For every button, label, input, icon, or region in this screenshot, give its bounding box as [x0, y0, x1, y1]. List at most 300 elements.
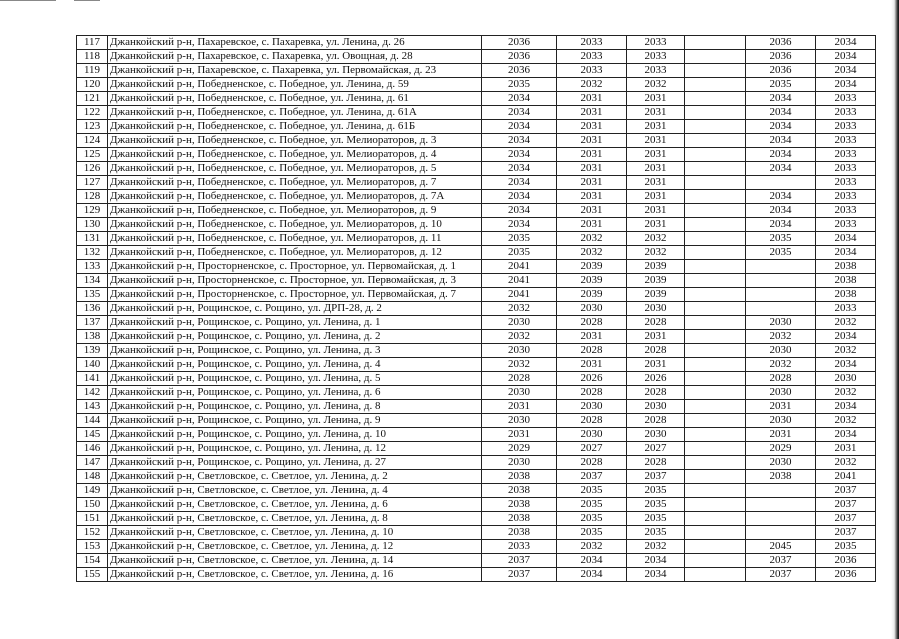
year-cell-1: 2038: [482, 498, 557, 512]
year-cell-5: 2032: [746, 358, 816, 372]
address-cell: Джанкойский р-н, Рощинское, с. Рощино, ул. Ленина, д. 8: [108, 400, 482, 414]
year-cell-5: 2045: [746, 540, 816, 554]
year-cell-4: [685, 218, 746, 232]
year-cell-2: 2031: [557, 358, 627, 372]
year-cell-4: [685, 134, 746, 148]
address-cell: Джанкойский р-н, Рощинское, с. Рощино, ул. Ленина, д. 10: [108, 428, 482, 442]
year-cell-3: 2031: [627, 120, 685, 134]
year-cell-2: 2034: [557, 568, 627, 582]
year-cell-2: 2031: [557, 190, 627, 204]
year-cell-3: 2039: [627, 274, 685, 288]
year-cell-6: 2032: [816, 344, 876, 358]
row-number: 130: [77, 218, 108, 232]
table-row: [77, 330, 876, 344]
year-cell-4: [685, 36, 746, 50]
year-cell-5: 2030: [746, 456, 816, 470]
table-row: [77, 554, 876, 568]
year-cell-2: 2031: [557, 92, 627, 106]
year-cell-1: 2041: [482, 274, 557, 288]
year-cell-1: 2038: [482, 470, 557, 484]
year-cell-2: 2035: [557, 498, 627, 512]
year-cell-2: 2031: [557, 162, 627, 176]
year-cell-1: 2034: [482, 148, 557, 162]
year-cell-2: 2028: [557, 456, 627, 470]
year-cell-5: 2035: [746, 232, 816, 246]
year-cell-4: [685, 372, 746, 386]
year-cell-6: 2034: [816, 400, 876, 414]
row-number: 150: [77, 498, 108, 512]
year-cell-1: 2036: [482, 50, 557, 64]
year-cell-4: [685, 50, 746, 64]
year-cell-1: 2032: [482, 358, 557, 372]
year-cell-3: 2035: [627, 512, 685, 526]
table-row: [77, 288, 876, 302]
table-row: [77, 344, 876, 358]
year-cell-3: 2033: [627, 64, 685, 78]
year-cell-5: 2034: [746, 134, 816, 148]
year-cell-2: 2028: [557, 414, 627, 428]
year-cell-2: 2035: [557, 512, 627, 526]
year-cell-3: 2031: [627, 358, 685, 372]
year-cell-5: 2030: [746, 344, 816, 358]
address-cell: Джанкойский р-н, Рощинское, с. Рощино, ул. Ленина, д. 6: [108, 386, 482, 400]
year-cell-6: 2033: [816, 106, 876, 120]
address-cell: Джанкойский р-н, Победненское, с. Победное, ул. Мелиораторов, д. 10: [108, 218, 482, 232]
year-cell-4: [685, 120, 746, 134]
table-row: [77, 386, 876, 400]
year-cell-6: 2033: [816, 176, 876, 190]
year-cell-5: 2034: [746, 190, 816, 204]
table-row: [77, 512, 876, 526]
year-cell-5: [746, 260, 816, 274]
table-row: [77, 120, 876, 134]
year-cell-1: 2041: [482, 288, 557, 302]
row-number: 143: [77, 400, 108, 414]
year-cell-6: 2041: [816, 470, 876, 484]
year-cell-5: 2034: [746, 218, 816, 232]
year-cell-5: 2034: [746, 120, 816, 134]
year-cell-4: [685, 414, 746, 428]
year-cell-1: 2035: [482, 246, 557, 260]
row-number: 132: [77, 246, 108, 260]
year-cell-4: [685, 64, 746, 78]
year-cell-3: 2032: [627, 232, 685, 246]
table-row: [77, 36, 876, 50]
year-cell-2: 2039: [557, 288, 627, 302]
year-cell-3: 2030: [627, 428, 685, 442]
year-cell-2: 2032: [557, 246, 627, 260]
table-row: [77, 148, 876, 162]
year-cell-6: 2034: [816, 330, 876, 344]
year-cell-2: 2035: [557, 484, 627, 498]
row-number: 138: [77, 330, 108, 344]
year-cell-5: [746, 176, 816, 190]
year-cell-5: [746, 498, 816, 512]
year-cell-4: [685, 288, 746, 302]
address-cell: Джанкойский р-н, Победненское, с. Победное, ул. Мелиораторов, д. 5: [108, 162, 482, 176]
year-cell-1: 2031: [482, 428, 557, 442]
row-number: 123: [77, 120, 108, 134]
year-cell-1: 2036: [482, 36, 557, 50]
year-cell-3: 2028: [627, 456, 685, 470]
year-cell-6: 2033: [816, 204, 876, 218]
address-cell: Джанкойский р-н, Светловское, с. Светлое, ул. Ленина, д. 16: [108, 568, 482, 582]
year-cell-2: 2030: [557, 400, 627, 414]
year-cell-5: [746, 484, 816, 498]
address-cell: Джанкойский р-н, Просторненское, с. Просторное, ул. Первомайская, д. 7: [108, 288, 482, 302]
year-cell-1: 2032: [482, 330, 557, 344]
table-row: [77, 456, 876, 470]
year-cell-2: 2030: [557, 302, 627, 316]
address-cell: Джанкойский р-н, Рощинское, с. Рощино, ул. Ленина, д. 3: [108, 344, 482, 358]
year-cell-2: 2028: [557, 386, 627, 400]
address-cell: Джанкойский р-н, Победненское, с. Победное, ул. Мелиораторов, д. 11: [108, 232, 482, 246]
year-cell-3: 2031: [627, 330, 685, 344]
year-cell-5: 2030: [746, 386, 816, 400]
year-cell-5: 2028: [746, 372, 816, 386]
year-cell-3: 2027: [627, 442, 685, 456]
table-row: [77, 414, 876, 428]
address-cell: Джанкойский р-н, Просторненское, с. Просторное, ул. Первомайская, д. 3: [108, 274, 482, 288]
address-cell: Джанкойский р-н, Победненское, с. Победное, ул. Ленина, д. 61Б: [108, 120, 482, 134]
year-cell-1: 2030: [482, 456, 557, 470]
row-number: 139: [77, 344, 108, 358]
year-cell-6: 2034: [816, 358, 876, 372]
year-cell-3: 2031: [627, 134, 685, 148]
row-number: 154: [77, 554, 108, 568]
row-number: 145: [77, 428, 108, 442]
year-cell-3: 2028: [627, 316, 685, 330]
table-row: [77, 190, 876, 204]
year-cell-4: [685, 540, 746, 554]
year-cell-6: 2035: [816, 540, 876, 554]
housing-schedule-table: [76, 35, 876, 582]
row-number: 140: [77, 358, 108, 372]
address-cell: Джанкойский р-н, Рощинское, с. Рощино, ул. Ленина, д. 27: [108, 456, 482, 470]
address-cell: Джанкойский р-н, Светловское, с. Светлое, ул. Ленина, д. 4: [108, 484, 482, 498]
row-number: 126: [77, 162, 108, 176]
table-row: [77, 50, 876, 64]
table-body: [77, 36, 876, 582]
year-cell-1: 2028: [482, 372, 557, 386]
year-cell-1: 2031: [482, 400, 557, 414]
year-cell-4: [685, 260, 746, 274]
year-cell-4: [685, 148, 746, 162]
year-cell-6: 2033: [816, 302, 876, 316]
year-cell-4: [685, 484, 746, 498]
year-cell-1: 2029: [482, 442, 557, 456]
year-cell-3: 2039: [627, 288, 685, 302]
year-cell-1: 2034: [482, 176, 557, 190]
address-cell: Джанкойский р-н, Победненское, с. Победное, ул. Мелиораторов, д. 7А: [108, 190, 482, 204]
row-number: 146: [77, 442, 108, 456]
table-row: [77, 498, 876, 512]
year-cell-6: 2033: [816, 162, 876, 176]
row-number: 119: [77, 64, 108, 78]
table-row: [77, 232, 876, 246]
year-cell-2: 2031: [557, 176, 627, 190]
year-cell-5: 2030: [746, 316, 816, 330]
row-number: 148: [77, 470, 108, 484]
year-cell-6: 2034: [816, 78, 876, 92]
year-cell-5: 2036: [746, 64, 816, 78]
table-row: [77, 484, 876, 498]
year-cell-5: [746, 274, 816, 288]
address-cell: Джанкойский р-н, Светловское, с. Светлое, ул. Ленина, д. 6: [108, 498, 482, 512]
year-cell-1: 2034: [482, 134, 557, 148]
year-cell-2: 2031: [557, 218, 627, 232]
year-cell-6: 2032: [816, 456, 876, 470]
year-cell-1: 2034: [482, 190, 557, 204]
table-row: [77, 218, 876, 232]
year-cell-4: [685, 92, 746, 106]
address-cell: Джанкойский р-н, Светловское, с. Светлое, ул. Ленина, д. 14: [108, 554, 482, 568]
year-cell-4: [685, 106, 746, 120]
year-cell-1: 2038: [482, 512, 557, 526]
table-row: [77, 470, 876, 484]
year-cell-4: [685, 358, 746, 372]
table-row: [77, 540, 876, 554]
table-row: [77, 400, 876, 414]
year-cell-6: 2033: [816, 92, 876, 106]
address-cell: Джанкойский р-н, Победненское, с. Победное, ул. Мелиораторов, д. 9: [108, 204, 482, 218]
row-number: 134: [77, 274, 108, 288]
year-cell-3: 2031: [627, 162, 685, 176]
year-cell-1: 2041: [482, 260, 557, 274]
year-cell-5: [746, 288, 816, 302]
year-cell-2: 2028: [557, 344, 627, 358]
year-cell-5: 2037: [746, 568, 816, 582]
year-cell-1: 2034: [482, 218, 557, 232]
year-cell-2: 2030: [557, 428, 627, 442]
year-cell-2: 2033: [557, 36, 627, 50]
year-cell-5: 2034: [746, 148, 816, 162]
year-cell-4: [685, 190, 746, 204]
year-cell-1: 2030: [482, 386, 557, 400]
year-cell-3: 2035: [627, 484, 685, 498]
row-number: 155: [77, 568, 108, 582]
year-cell-6: 2037: [816, 484, 876, 498]
row-number: 117: [77, 36, 108, 50]
year-cell-4: [685, 176, 746, 190]
year-cell-5: [746, 526, 816, 540]
year-cell-4: [685, 302, 746, 316]
year-cell-5: 2032: [746, 330, 816, 344]
scan-edge-top: [0, 0, 899, 2]
row-number: 133: [77, 260, 108, 274]
table-row: [77, 316, 876, 330]
year-cell-6: 2034: [816, 428, 876, 442]
address-cell: Джанкойский р-н, Рощинское, с. Рощино, ул. ДРП-28, д. 2: [108, 302, 482, 316]
row-number: 153: [77, 540, 108, 554]
year-cell-2: 2031: [557, 148, 627, 162]
year-cell-1: 2037: [482, 568, 557, 582]
year-cell-5: 2031: [746, 400, 816, 414]
year-cell-6: 2032: [816, 386, 876, 400]
year-cell-5: 2038: [746, 470, 816, 484]
year-cell-4: [685, 456, 746, 470]
year-cell-6: 2033: [816, 134, 876, 148]
year-cell-3: 2026: [627, 372, 685, 386]
year-cell-1: 2038: [482, 526, 557, 540]
year-cell-1: 2037: [482, 554, 557, 568]
year-cell-4: [685, 344, 746, 358]
table-row: [77, 204, 876, 218]
year-cell-6: 2033: [816, 120, 876, 134]
address-cell: Джанкойский р-н, Пахаревское, с. Пахаревка, ул. Овощная, д. 28: [108, 50, 482, 64]
year-cell-6: 2032: [816, 414, 876, 428]
table-row: [77, 78, 876, 92]
year-cell-5: 2034: [746, 162, 816, 176]
year-cell-3: 2028: [627, 344, 685, 358]
address-cell: Джанкойский р-н, Светловское, с. Светлое, ул. Ленина, д. 10: [108, 526, 482, 540]
table-row: [77, 442, 876, 456]
row-number: 131: [77, 232, 108, 246]
year-cell-4: [685, 232, 746, 246]
address-cell: Джанкойский р-н, Победненское, с. Победное, ул. Мелиораторов, д. 4: [108, 148, 482, 162]
year-cell-6: 2036: [816, 554, 876, 568]
year-cell-6: 2034: [816, 64, 876, 78]
table-row: [77, 358, 876, 372]
year-cell-4: [685, 400, 746, 414]
year-cell-6: 2032: [816, 316, 876, 330]
address-cell: Джанкойский р-н, Рощинское, с. Рощино, ул. Ленина, д. 1: [108, 316, 482, 330]
year-cell-5: 2036: [746, 36, 816, 50]
year-cell-4: [685, 470, 746, 484]
address-cell: Джанкойский р-н, Победненское, с. Победное, ул. Ленина, д. 61: [108, 92, 482, 106]
table-row: [77, 246, 876, 260]
address-cell: Джанкойский р-н, Просторненское, с. Просторное, ул. Первомайская, д. 1: [108, 260, 482, 274]
year-cell-1: 2034: [482, 92, 557, 106]
table-row: [77, 302, 876, 316]
year-cell-1: 2034: [482, 106, 557, 120]
year-cell-6: 2033: [816, 190, 876, 204]
year-cell-2: 2039: [557, 274, 627, 288]
year-cell-6: 2034: [816, 232, 876, 246]
row-number: 122: [77, 106, 108, 120]
year-cell-4: [685, 386, 746, 400]
year-cell-2: 2027: [557, 442, 627, 456]
row-number: 124: [77, 134, 108, 148]
year-cell-1: 2033: [482, 540, 557, 554]
address-cell: Джанкойский р-н, Пахаревское, с. Пахаревка, ул. Ленина, д. 26: [108, 36, 482, 50]
year-cell-3: 2031: [627, 92, 685, 106]
year-cell-3: 2031: [627, 106, 685, 120]
year-cell-4: [685, 78, 746, 92]
year-cell-1: 2035: [482, 78, 557, 92]
year-cell-3: 2033: [627, 36, 685, 50]
year-cell-6: 2037: [816, 512, 876, 526]
table-row: [77, 526, 876, 540]
row-number: 135: [77, 288, 108, 302]
year-cell-2: 2031: [557, 204, 627, 218]
year-cell-4: [685, 428, 746, 442]
row-number: 151: [77, 512, 108, 526]
table-row: [77, 134, 876, 148]
year-cell-2: 2032: [557, 540, 627, 554]
row-number: 125: [77, 148, 108, 162]
year-cell-1: 2035: [482, 232, 557, 246]
year-cell-2: 2031: [557, 120, 627, 134]
scan-mark: [74, 0, 100, 1]
row-number: 152: [77, 526, 108, 540]
row-number: 149: [77, 484, 108, 498]
table-row: [77, 176, 876, 190]
year-cell-3: 2035: [627, 526, 685, 540]
year-cell-3: 2028: [627, 414, 685, 428]
year-cell-6: 2033: [816, 148, 876, 162]
address-cell: Джанкойский р-н, Победненское, с. Победное, ул. Мелиораторов, д. 3: [108, 134, 482, 148]
table-row: [77, 92, 876, 106]
year-cell-3: 2028: [627, 386, 685, 400]
row-number: 142: [77, 386, 108, 400]
address-cell: Джанкойский р-н, Победненское, с. Победное, ул. Ленина, д. 61А: [108, 106, 482, 120]
year-cell-4: [685, 526, 746, 540]
year-cell-1: 2030: [482, 316, 557, 330]
year-cell-2: 2031: [557, 106, 627, 120]
row-number: 141: [77, 372, 108, 386]
year-cell-3: 2031: [627, 190, 685, 204]
address-cell: Джанкойский р-н, Победненское, с. Победное, ул. Мелиораторов, д. 7: [108, 176, 482, 190]
year-cell-2: 2033: [557, 50, 627, 64]
row-number: 129: [77, 204, 108, 218]
year-cell-3: 2031: [627, 204, 685, 218]
year-cell-1: 2038: [482, 484, 557, 498]
address-cell: Джанкойский р-н, Победненское, с. Победное, ул. Ленина, д. 59: [108, 78, 482, 92]
row-number: 144: [77, 414, 108, 428]
year-cell-2: 2032: [557, 78, 627, 92]
year-cell-5: 2034: [746, 92, 816, 106]
year-cell-5: 2035: [746, 246, 816, 260]
address-cell: Джанкойский р-н, Светловское, с. Светлое, ул. Ленина, д. 2: [108, 470, 482, 484]
year-cell-2: 2033: [557, 64, 627, 78]
year-cell-3: 2032: [627, 78, 685, 92]
year-cell-3: 2037: [627, 470, 685, 484]
row-number: 120: [77, 78, 108, 92]
year-cell-5: 2034: [746, 204, 816, 218]
scan-mark: [0, 0, 56, 1]
year-cell-4: [685, 316, 746, 330]
row-number: 127: [77, 176, 108, 190]
row-number: 121: [77, 92, 108, 106]
year-cell-1: 2036: [482, 64, 557, 78]
table-row: [77, 64, 876, 78]
address-cell: Джанкойский р-н, Победненское, с. Победное, ул. Мелиораторов, д. 12: [108, 246, 482, 260]
year-cell-6: 2030: [816, 372, 876, 386]
year-cell-6: 2034: [816, 50, 876, 64]
year-cell-6: 2034: [816, 246, 876, 260]
address-cell: Джанкойский р-н, Рощинское, с. Рощино, ул. Ленина, д. 4: [108, 358, 482, 372]
year-cell-6: 2037: [816, 526, 876, 540]
table-row: [77, 372, 876, 386]
year-cell-6: 2038: [816, 260, 876, 274]
year-cell-5: 2029: [746, 442, 816, 456]
year-cell-5: 2030: [746, 414, 816, 428]
year-cell-5: 2031: [746, 428, 816, 442]
year-cell-3: 2034: [627, 554, 685, 568]
year-cell-2: 2032: [557, 232, 627, 246]
year-cell-2: 2031: [557, 134, 627, 148]
year-cell-5: 2035: [746, 78, 816, 92]
year-cell-2: 2031: [557, 330, 627, 344]
year-cell-6: 2038: [816, 288, 876, 302]
table-row: [77, 428, 876, 442]
year-cell-6: 2033: [816, 218, 876, 232]
year-cell-4: [685, 498, 746, 512]
year-cell-1: 2034: [482, 120, 557, 134]
year-cell-1: 2034: [482, 204, 557, 218]
row-number: 137: [77, 316, 108, 330]
